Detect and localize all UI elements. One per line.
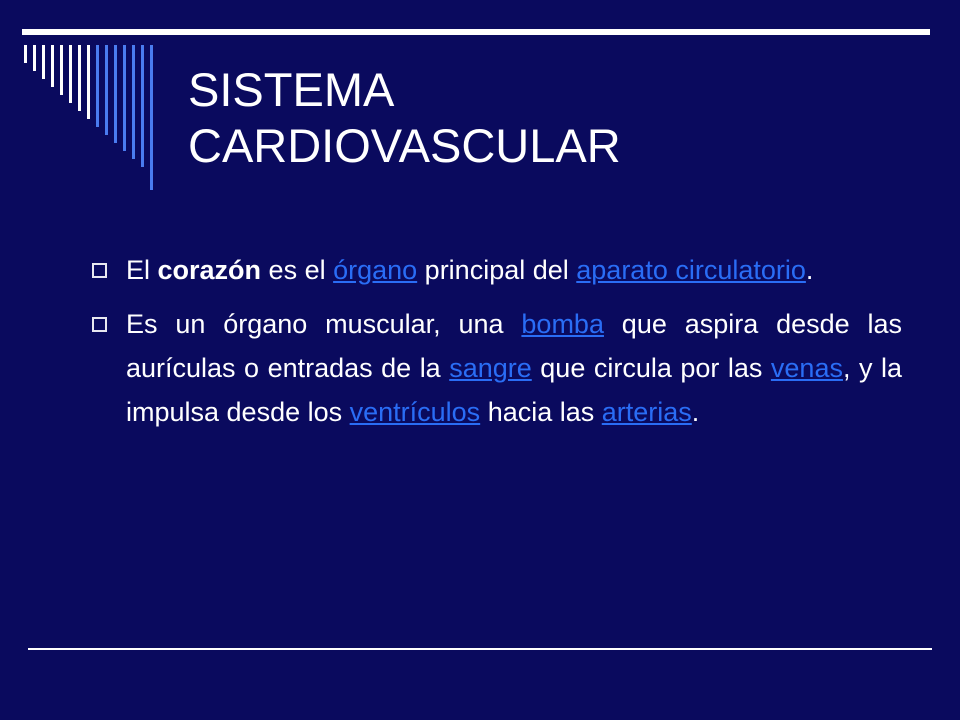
bullet-text [126, 309, 902, 427]
decorative-stripe [78, 45, 81, 111]
link-bomba[interactable]: bomba [521, 309, 604, 339]
text-segment: . [805, 255, 814, 285]
text-segment: hacia las [480, 397, 602, 427]
top-divider [22, 29, 930, 35]
text-segment: que circula por las [531, 353, 771, 383]
decorative-stripe [33, 45, 36, 71]
hollow-square-icon [92, 263, 107, 278]
decorative-stripe [96, 45, 99, 127]
bullet-text [126, 255, 813, 285]
text-segment: , y la impulsa desde los [126, 353, 902, 427]
decorative-stripe [150, 45, 153, 190]
decorative-stripe [24, 45, 27, 63]
text-segment: . [691, 397, 700, 427]
decorative-stripe [114, 45, 117, 143]
text-segment: que aspira desde las aurículas o entradas de la [126, 309, 902, 383]
bullet-list [90, 248, 902, 444]
decorative-stripe [123, 45, 126, 151]
decorative-stripe [51, 45, 54, 87]
link-sangre[interactable]: sangre [449, 353, 532, 383]
decorative-stripe [60, 45, 63, 95]
decorative-stripe [132, 45, 135, 159]
text-segment: principal del [417, 255, 577, 285]
link-arterias[interactable]: arterias [601, 397, 692, 427]
decorative-stripe [42, 45, 45, 79]
bullet-item [90, 302, 902, 434]
decorative-stripe [87, 45, 90, 119]
bottom-divider [28, 648, 932, 650]
link-organo[interactable]: órgano [333, 255, 418, 285]
bullet-item [90, 248, 902, 292]
link-aparato-circulatorio[interactable]: aparato circulatorio [576, 255, 806, 285]
decorative-stripe [141, 45, 144, 167]
bold-term-corazon: corazón [157, 255, 262, 285]
text-segment: es el [261, 255, 334, 285]
hollow-square-icon [92, 317, 107, 332]
link-venas[interactable]: venas [770, 353, 843, 383]
decorative-stripe [69, 45, 72, 103]
text-segment: El [126, 255, 158, 285]
slide-title: SISTEMA CARDIOVASCULAR [188, 63, 621, 172]
decorative-stripe [105, 45, 108, 135]
text-segment: Es un órgano muscular, una [126, 309, 522, 339]
link-ventriculos[interactable]: ventrículos [349, 397, 481, 427]
